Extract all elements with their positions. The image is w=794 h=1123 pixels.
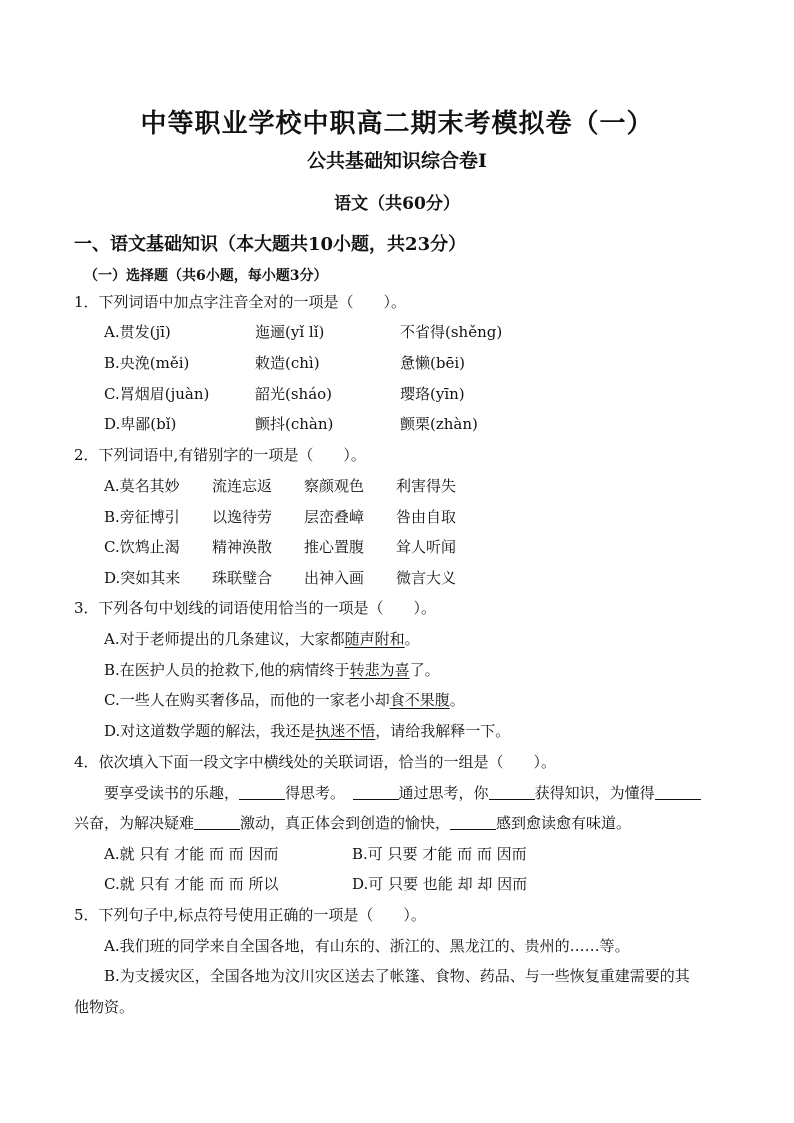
question-4-stem: 4．依次填入下面一段文字中横线处的关联词语，恰当的一组是（ ）。 [74,753,557,771]
exam-subtitle: 公共基础知识综合卷Ⅰ [307,150,487,172]
q1-option-c-word3: 璎珞(yīn) [400,385,465,403]
q1-option-c-word2: 韶光(sháo) [255,385,333,403]
q1-option-d-word3: 颤栗(zhàn) [400,415,478,433]
section-heading: 一、语文基础知识（本大题共10小题，共23分） [74,234,467,255]
question-1-stem: 1．下列词语中加点字注音全对的一项是（ ）。 [74,293,407,311]
q1-option-b: B.央浼(měi) [104,354,190,372]
q2-option-c-word4: 耸人听闻 [396,538,457,556]
question-2-stem: 2．下列词语中,有错别字的一项是（ ）。 [74,446,366,464]
q4-passage-line-1: 要享受读书的乐趣， 得思考。 通过思考，你 获得知识，为懂得 [104,783,701,803]
q2-option-d: D.突如其来 [104,569,181,587]
underlined-phrase: 食不果腹 [389,691,450,709]
q3-option-d: D.对这道数学题的解法，我还是执迷不悟，请给我解释一下。 [104,722,511,740]
part-heading: （一）选择题（共6小题，每小题3分） [84,268,328,284]
fill-blank [194,815,240,830]
fill-blank [489,785,535,800]
q1-option-d-word2: 颤抖(chàn) [255,415,334,433]
question-5-stem: 5．下列句子中,标点符号使用正确的一项是（ ）。 [74,906,426,924]
q1-option-b-word2: 敕造(chì) [255,354,320,372]
q2-option-d-word3: 出神入画 [304,569,365,587]
q2-option-a-word3: 察颜观色 [304,477,365,495]
q3-option-c: C.一些人在购买奢侈品，而他的一家老小却食不果腹。 [104,691,465,709]
q5-option-a: A.我们班的同学来自全国各地，有山东的、浙江的、黑龙江的、贵州的……等。 [104,937,630,955]
q2-option-b-word3: 层峦叠嶂 [304,508,365,526]
q1-option-a: A.贯发(jī) [104,323,171,341]
subject-heading: 语文（共60分） [334,194,460,214]
q4-passage-line-2: 兴奋，为解决疑难 激动，真正体会到创造的愉快， 感到愈读愈有味道。 [74,814,632,832]
q2-option-c: C.饮鸩止渴 [104,538,180,556]
q3-option-a: A.对于老师提出的几条建议，大家都随声附和。 [104,630,420,648]
q2-option-d-word2: 珠联璧合 [212,569,273,587]
q1-option-c: C.罥烟眉(juàn) [104,385,210,403]
underlined-phrase: 执迷不悟 [315,722,376,740]
fill-blank [655,785,701,800]
q1-option-a-word2: 迤逦(yǐ lǐ) [255,323,325,341]
q5-option-b: B.为支援灾区，全国各地为汶川灾区送去了帐篷、食物、药品、与一些恢复重建需要的其 [104,967,690,985]
exam-title: 中等职业学校中职高二期末考模拟卷（一） [140,109,654,139]
fill-blank [239,785,285,800]
q2-option-b: B.旁征博引 [104,508,180,526]
q1-option-a-word3: 不省得(shěng) [400,323,503,341]
q3-option-b: B.在医护人员的抢救下,他的病情终于转悲为喜了。 [104,661,440,679]
underlined-phrase: 转悲为喜 [349,661,410,679]
q4-option-c: C.就 只有 才能 而 而 所以 [104,875,279,893]
q2-option-b-word2: 以逸待劳 [212,508,273,526]
fill-blank [353,785,399,800]
q2-option-c-word2: 精神涣散 [212,538,273,556]
question-3-stem: 3．下列各句中划线的词语使用恰当的一项是（ ）。 [74,599,437,617]
q1-option-d: D.卑鄙(bǐ) [104,415,177,433]
q2-option-d-word4: 微言大义 [396,569,457,587]
q2-option-a-word4: 利害得失 [396,477,457,495]
q4-option-d: D.可 只要 也能 却 却 因而 [352,875,528,893]
q4-option-a: A.就 只有 才能 而 而 因而 [104,845,279,863]
q2-option-c-word3: 推心置腹 [304,538,365,556]
q2-option-b-word4: 咎由自取 [396,508,457,526]
q2-option-a-word2: 流连忘返 [212,477,273,495]
q5-option-b-continued: 他物资。 [74,998,135,1016]
underlined-phrase: 随声附和 [344,630,405,648]
q1-option-b-word3: 惫懒(bēi) [400,354,465,372]
fill-blank [450,815,496,830]
q4-option-b: B.可 只要 才能 而 而 因而 [352,845,527,863]
q2-option-a: A.莫名其妙 [104,477,180,495]
